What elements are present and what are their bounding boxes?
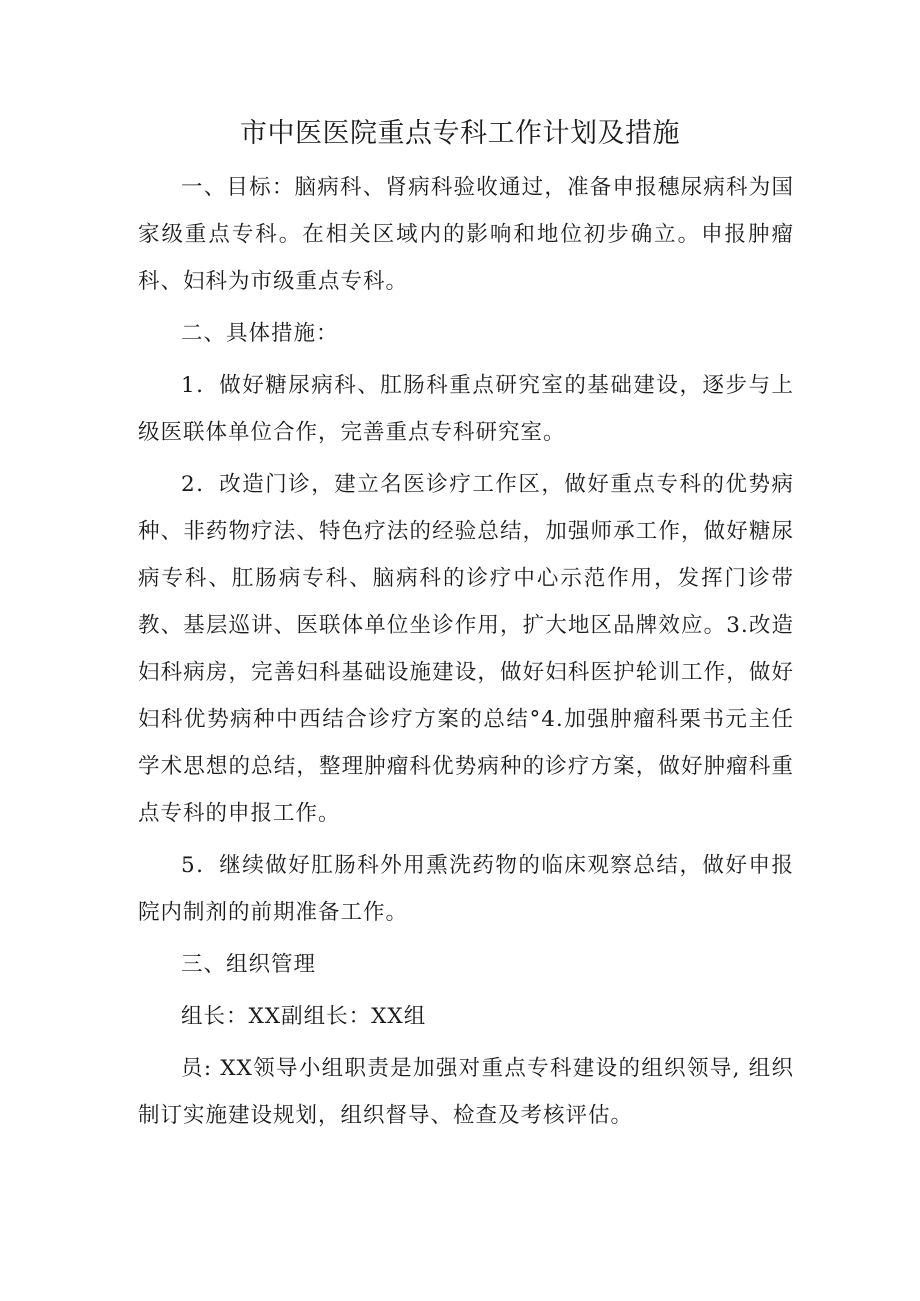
document-body (138, 164, 794, 1144)
paragraph-leaders: 组长：XX副组长：XX组 (181, 1004, 427, 1029)
paragraph-responsibilities: 员: XX领导小组职责是加强对重点专科建设的组织领导, 组织制订实施建设规划，组织督导、检查及考核评估。 (138, 1056, 794, 1128)
paragraph-measure-2-4: 2．改造门诊，建立名医诊疗工作区，做好重点专科的优势病种、非药物疗法、特色疗法的经验总结，加强师承工作，做好糖尿病专科、肛肠病专科、脑病科的诊疗中心示范作用，发挥门诊带教、基层巡讲、医联体单位坐诊作用，扩大地区品牌效应。3.改造妇科病房，完善妇科基础设施建设，做好妇科医护轮训工作，做好妇科优势病种中西结合诊疗方案的总结°4.加强肿瘤科栗书元主任学术思想的总结，整理肿瘤科优势病种的诊疗方案，做好肿瘤科重点专科的申报工作。 (138, 472, 794, 826)
paragraph-measure-1: 1．做好糖尿病科、肛肠科重点研究室的基础建设，逐步与上级医联体单位合作，完善重点专科研究室。 (138, 373, 794, 445)
paragraph-goal: 一、目标：脑病科、肾病科验收通过，准备申报穗尿病科为国家级重点专科。在相关区域内的影响和地位初步确立。申报肿瘤科、妇科为市级重点专科。 (138, 175, 794, 294)
document-title: 市中医医院重点专科工作计划及措施 (240, 118, 680, 149)
paragraph-measure-5: 5．继续做好肛肠科外用熏洗药物的临床观察总结，做好申报院内制剂的前期准备工作。 (138, 853, 794, 925)
paragraph-organization-heading: 三、组织管理 (181, 952, 317, 977)
paragraph-measures-heading: 二、具体措施： (181, 321, 339, 346)
